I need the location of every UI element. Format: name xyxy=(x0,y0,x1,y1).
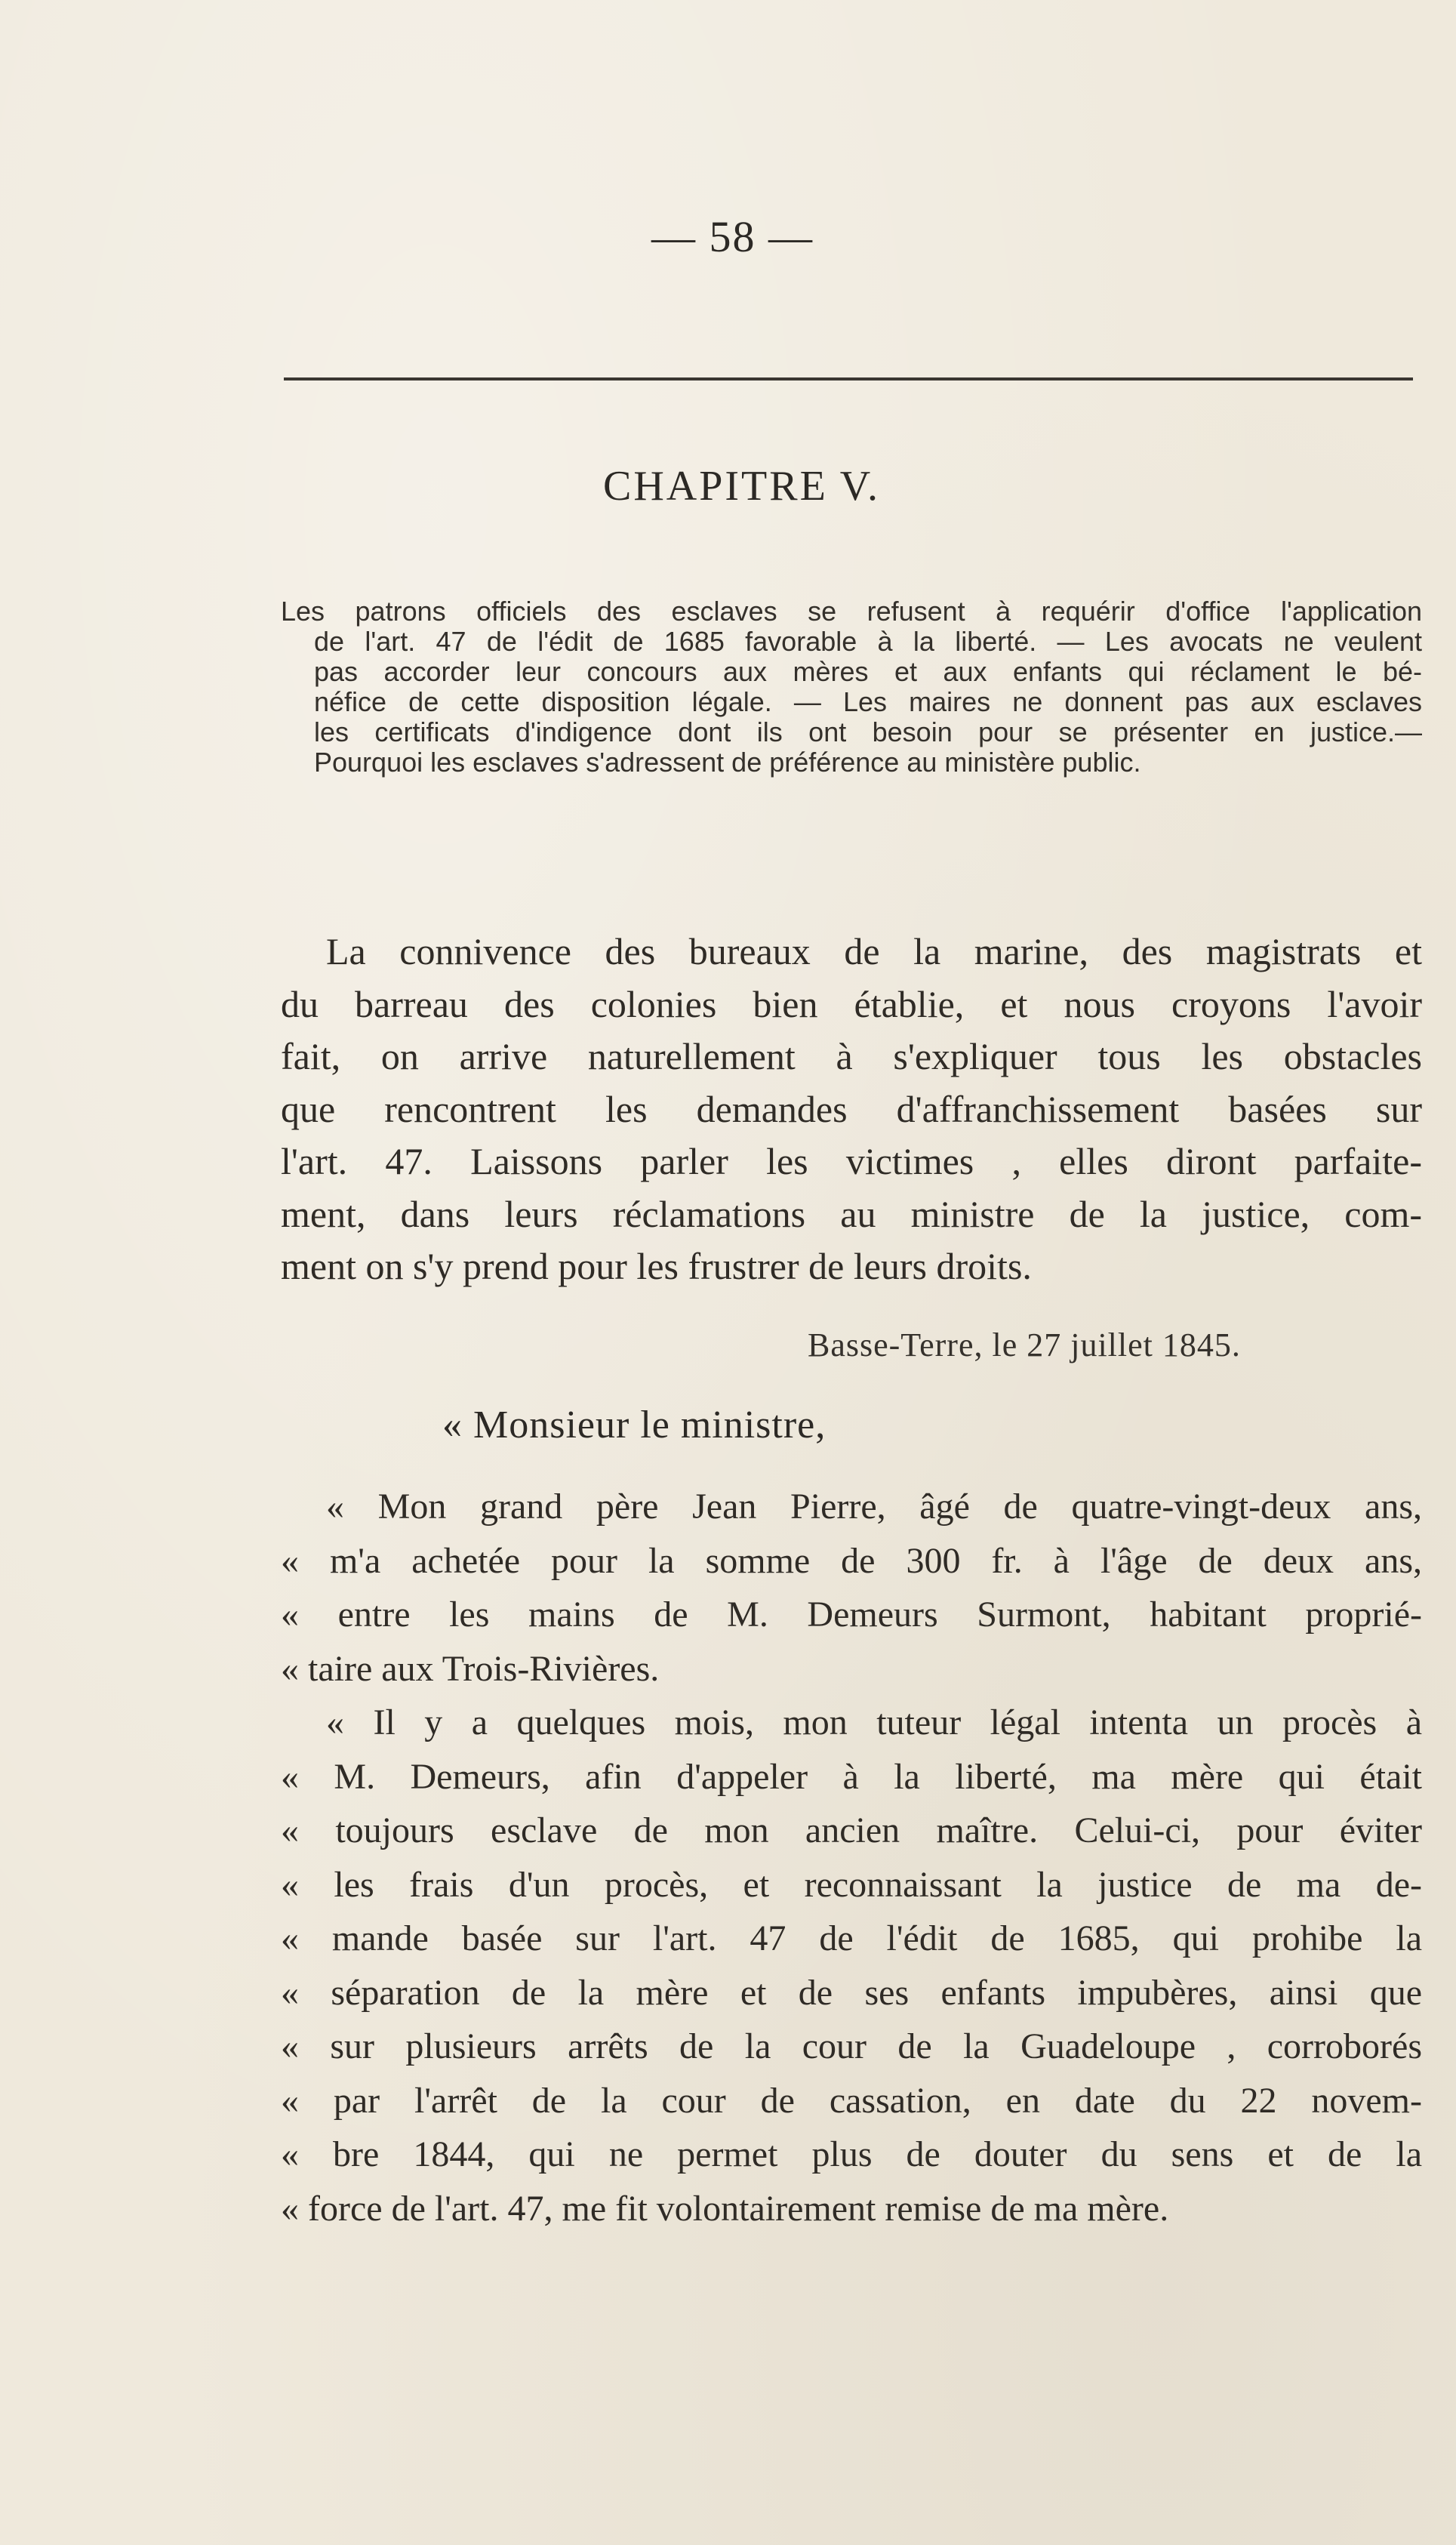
summary-line: de l'art. 47 de l'édit de 1685 favorable à la liberté. — Les avocats ne veulent xyxy=(314,626,1422,657)
page-number: — 58 — xyxy=(651,212,814,261)
letter-line: « entre les mains de M. Demeurs Surmont, habitant proprié- xyxy=(281,1594,1422,1635)
letter-dateline: Basse-Terre, le 27 juillet 1845. xyxy=(808,1326,1241,1363)
letter-line: « M. Demeurs, afin d'appeler à la liberté, ma mère qui était xyxy=(281,1756,1422,1797)
letter-line: « toujours esclave de mon ancien maître. Celui-ci, pour éviter xyxy=(281,1810,1422,1850)
summary-line: Pourquoi les esclaves s'adressent de préférence au ministère public. xyxy=(314,747,1141,778)
letter-line: « m'a achetée pour la somme de 300 fr. à l'âge de deux ans, xyxy=(281,1540,1422,1581)
paragraph-line: l'art. 47. Laissons parler les victimes , elles diront parfaite- xyxy=(281,1140,1422,1182)
paragraph-line: fait, on arrive naturellement à s'expliquer tous les obstacles xyxy=(281,1035,1422,1077)
letter-line: « Il y a quelques mois, mon tuteur légal intenta un procès à xyxy=(326,1702,1422,1742)
letter-line: « mande basée sur l'art. 47 de l'édit de 1685, qui prohibe la xyxy=(281,1918,1422,1958)
header-rule xyxy=(284,377,1413,381)
paragraph-line: que rencontrent les demandes d'affranchissement basées sur xyxy=(281,1087,1422,1130)
letter-line: « force de l'art. 47, me fit volontairement remise de ma mère. xyxy=(281,2188,1169,2229)
letter-line: « bre 1844, qui ne permet plus de douter du sens et de la xyxy=(281,2134,1422,2174)
letter-line: « séparation de la mère et de ses enfants impubères, ainsi que xyxy=(281,1972,1422,2013)
letter-line: « sur plusieurs arrêts de la cour de la Guadeloupe , corroborés xyxy=(281,2026,1422,2066)
letter-body xyxy=(281,1480,1422,2235)
letter-line: « les frais d'un procès, et reconnaissant la justice de ma de- xyxy=(281,1864,1422,1905)
letter-salutation: « Monsieur le ministre, xyxy=(442,1403,827,1447)
chapter-title: CHAPITRE V. xyxy=(602,463,880,510)
paragraph-line: ment on s'y prend pour les frustrer de leurs droits. xyxy=(281,1245,1032,1287)
letter-line: « par l'arrêt de la cour de cassation, en date du 22 novem- xyxy=(281,2080,1422,2121)
chapter-summary xyxy=(281,596,1422,778)
summary-line: pas accorder leur concours aux mères et aux enfants qui réclament le bé- xyxy=(314,656,1422,687)
letter-line: « Mon grand père Jean Pierre, âgé de quatre-vingt-deux ans, xyxy=(326,1487,1422,1527)
paragraph-line: du barreau des colonies bien établie, et nous croyons l'avoir xyxy=(281,982,1422,1025)
summary-line: Les patrons officiels des esclaves se refusent à requérir d'office l'application xyxy=(281,596,1422,627)
paragraph-line: La connivence des bureaux de la marine, des magistrats et xyxy=(326,930,1422,972)
letter-line: « taire aux Trois-Rivières. xyxy=(281,1648,660,1689)
summary-line: les certificats d'indigence dont ils ont besoin pour se présenter en justice.— xyxy=(314,716,1422,747)
body-paragraph xyxy=(281,926,1422,1293)
paragraph-line: ment, dans leurs réclamations au ministre de la justice, com- xyxy=(281,1192,1422,1235)
summary-line: néfice de cette disposition légale. — Les maires ne donnent pas aux esclaves xyxy=(314,686,1422,717)
